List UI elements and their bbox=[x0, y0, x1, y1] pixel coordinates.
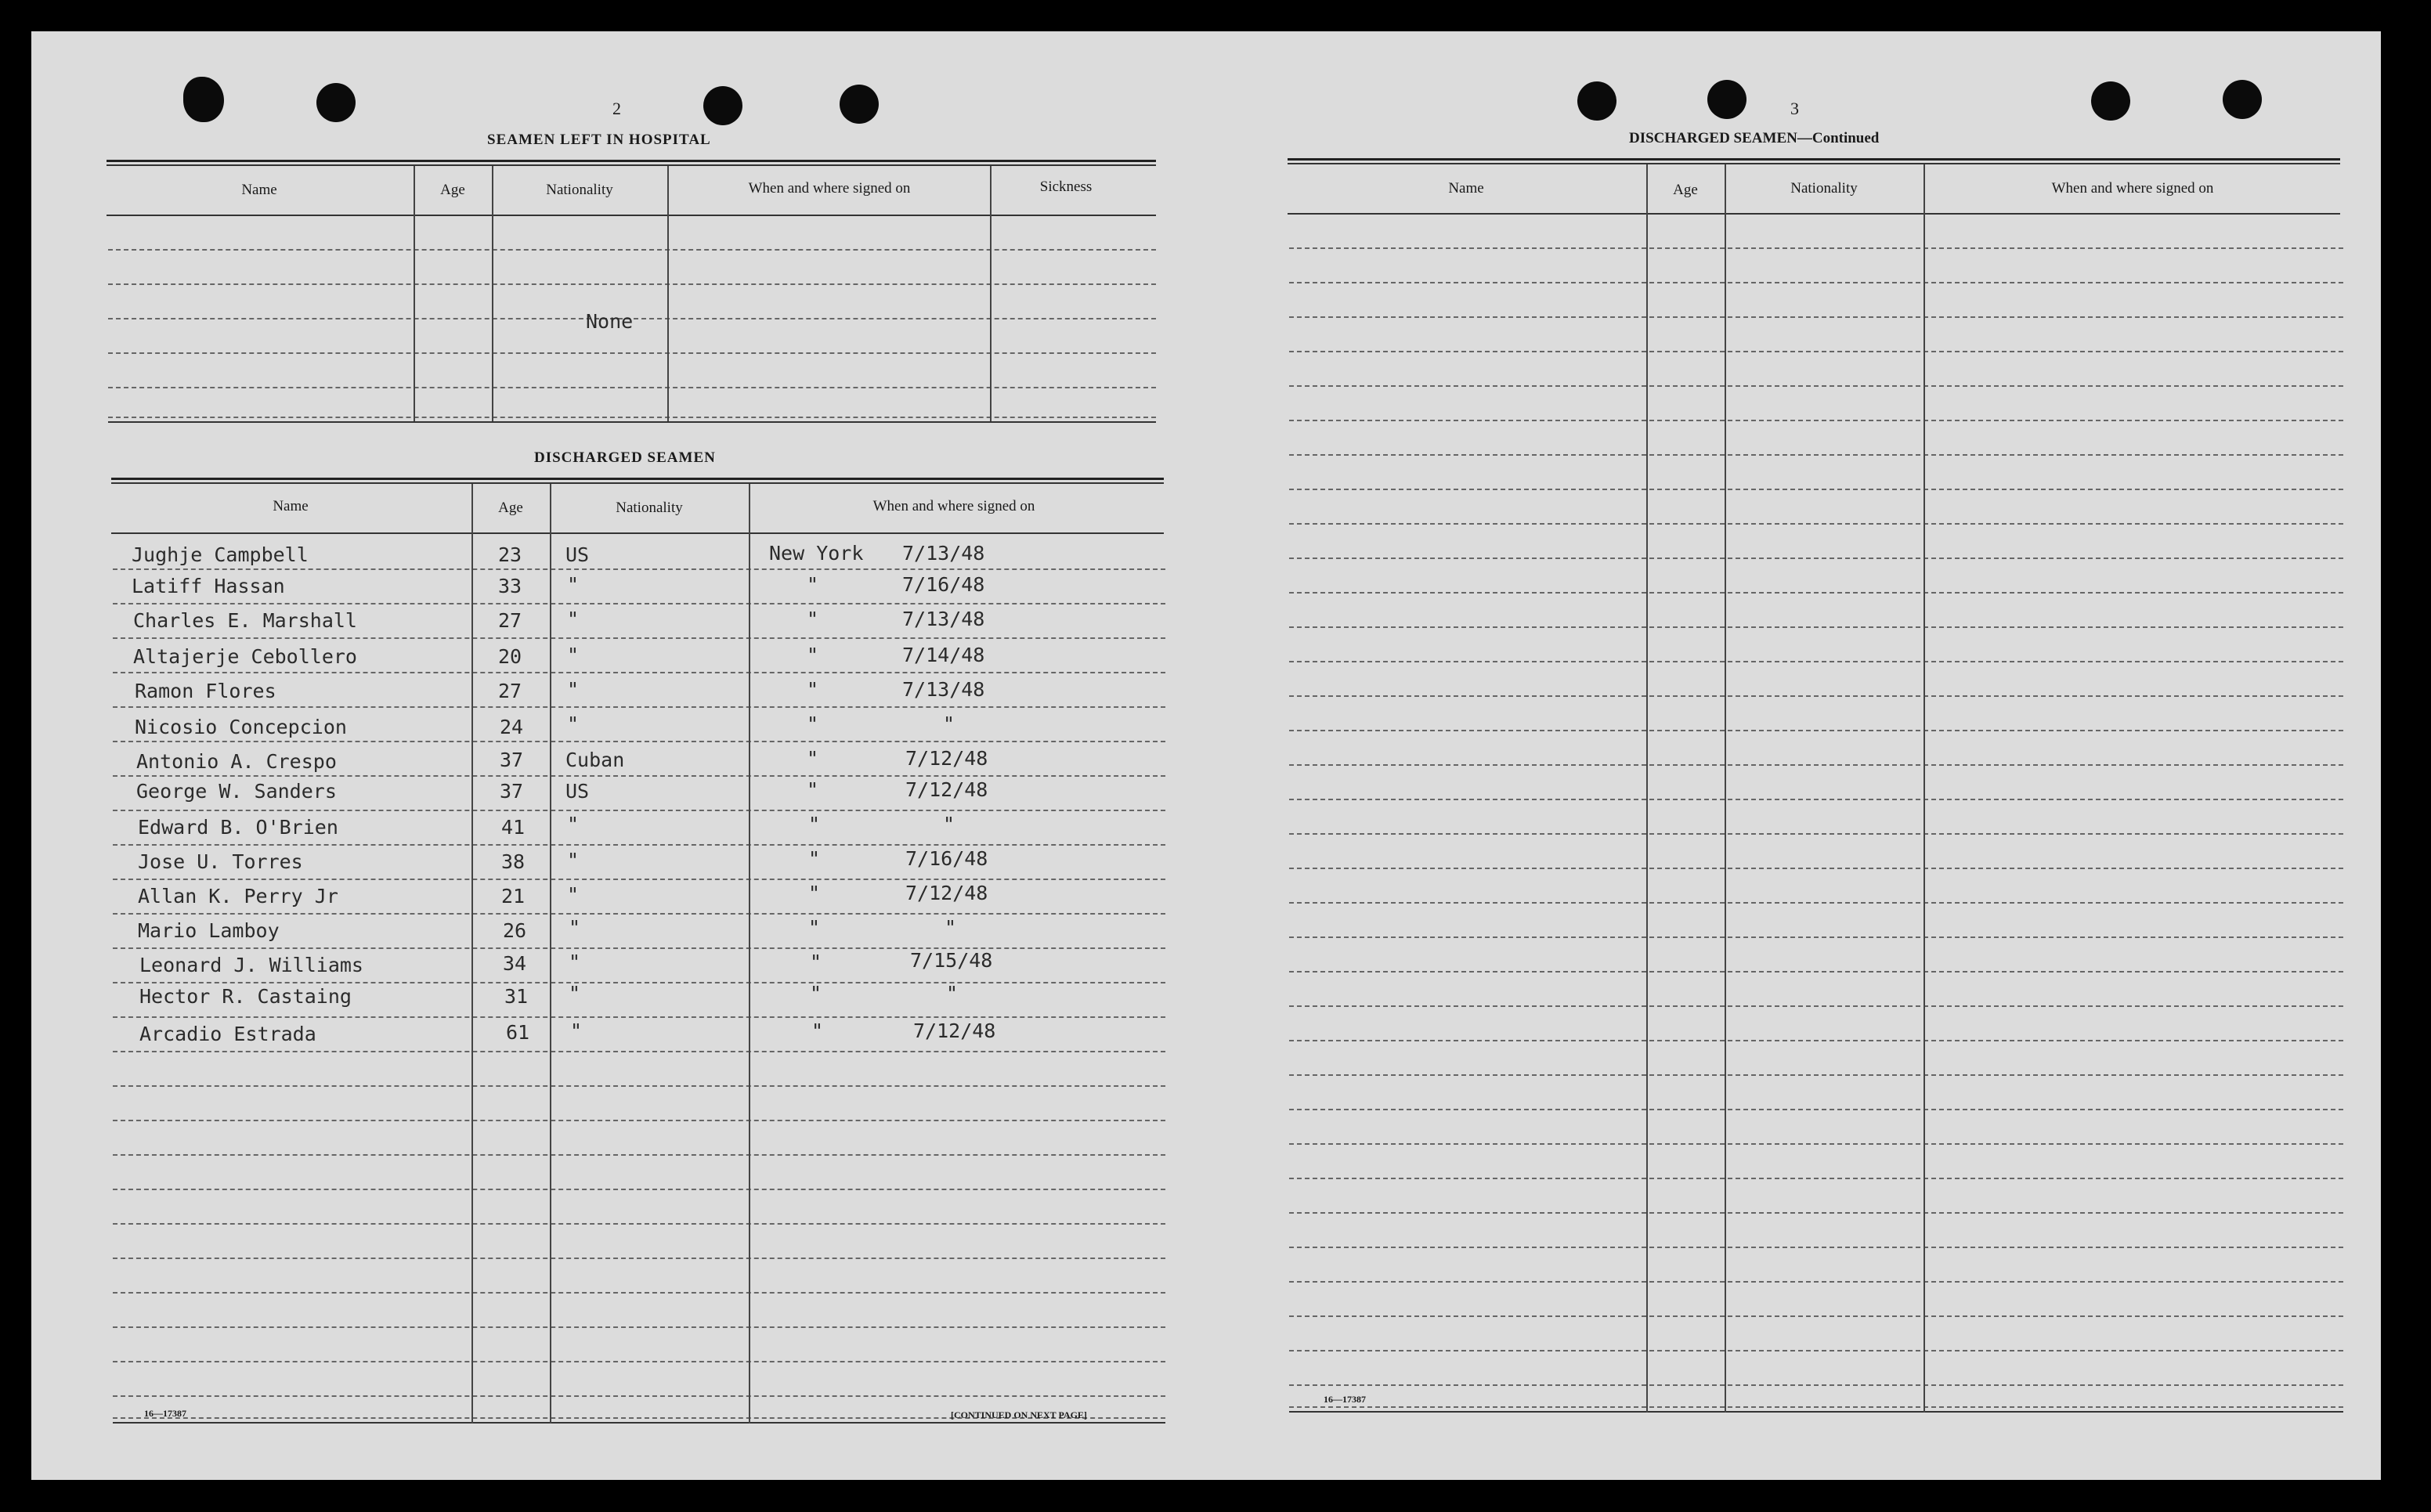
rule bbox=[113, 1258, 1165, 1259]
hospital-header-signed-on: When and where signed on bbox=[748, 180, 911, 197]
rule bbox=[1289, 1109, 2343, 1110]
hospital-none-entry: None bbox=[586, 310, 634, 333]
seaman-age: 33 bbox=[498, 575, 522, 597]
rule bbox=[113, 1016, 1165, 1018]
rule bbox=[113, 947, 1165, 949]
seaman-name: Jughje Campbell bbox=[132, 543, 309, 566]
seaman-age: 34 bbox=[503, 952, 527, 975]
col-divider bbox=[1646, 164, 1648, 1413]
seaman-age: 20 bbox=[498, 645, 522, 668]
rule bbox=[1289, 1247, 2343, 1248]
rule bbox=[108, 421, 1156, 423]
seaman-signed-place: " bbox=[808, 813, 821, 835]
seaman-nationality: " bbox=[567, 608, 580, 630]
seaman-nationality: " bbox=[567, 713, 580, 735]
rule bbox=[1289, 558, 2343, 559]
seaman-name: Latiff Hassan bbox=[132, 575, 285, 597]
rule bbox=[113, 1120, 1165, 1121]
rule bbox=[1289, 1406, 2343, 1408]
seaman-signed-date: 7/15/48 bbox=[910, 949, 993, 972]
page-number-right: 3 bbox=[1790, 99, 1799, 118]
seaman-name: George W. Sanders bbox=[136, 780, 337, 803]
hospital-header-nationality: Nationality bbox=[546, 182, 613, 198]
discharged-section-title: DISCHARGED SEAMEN bbox=[534, 449, 716, 466]
seaman-age: 27 bbox=[498, 609, 522, 632]
rule bbox=[113, 1085, 1165, 1087]
seaman-signed-place: " bbox=[807, 644, 819, 666]
rule bbox=[1289, 730, 2343, 731]
col-divider bbox=[1725, 164, 1726, 1413]
rule bbox=[113, 1051, 1165, 1052]
seaman-signed-date: 7/12/48 bbox=[905, 882, 988, 904]
seaman-signed-date: " bbox=[943, 713, 955, 735]
right-header-signed-on: When and where signed on bbox=[2051, 180, 2214, 197]
rule bbox=[113, 810, 1165, 811]
seaman-signed-place: " bbox=[807, 573, 819, 596]
rule bbox=[1289, 695, 2343, 697]
rule bbox=[113, 775, 1165, 777]
seaman-signed-place: " bbox=[808, 882, 821, 904]
rule bbox=[108, 283, 1156, 285]
col-divider bbox=[990, 166, 992, 421]
punch-hole bbox=[1707, 80, 1746, 119]
seaman-name: Ramon Flores bbox=[135, 680, 276, 702]
rule bbox=[108, 387, 1156, 388]
rule bbox=[1289, 1411, 2343, 1413]
rule bbox=[1289, 661, 2343, 662]
seaman-signed-date: 7/16/48 bbox=[905, 847, 988, 870]
page-number-left: 2 bbox=[612, 99, 621, 118]
rule bbox=[113, 982, 1165, 983]
seaman-name: Nicosio Concepcion bbox=[135, 716, 347, 738]
rule bbox=[113, 637, 1165, 639]
seaman-name: Antonio A. Crespo bbox=[136, 750, 337, 773]
rule bbox=[113, 672, 1165, 673]
seaman-nationality: Cuban bbox=[565, 749, 625, 771]
rule bbox=[1289, 316, 2343, 318]
punch-hole bbox=[2091, 81, 2130, 121]
rule bbox=[1289, 868, 2343, 869]
seaman-signed-date: 7/16/48 bbox=[902, 573, 985, 596]
rule bbox=[1289, 592, 2343, 594]
rule bbox=[113, 1223, 1165, 1225]
punch-hole bbox=[2223, 80, 2262, 119]
seaman-signed-date: 7/13/48 bbox=[902, 542, 985, 565]
seaman-name: Leonard J. Williams bbox=[139, 954, 363, 976]
rule bbox=[1289, 626, 2343, 628]
rule bbox=[111, 532, 1164, 534]
rule bbox=[113, 1189, 1165, 1190]
rule bbox=[1289, 1350, 2343, 1351]
rule bbox=[1289, 936, 2343, 938]
punch-hole bbox=[316, 83, 356, 122]
rule bbox=[113, 1326, 1165, 1328]
rule bbox=[111, 482, 1164, 484]
seaman-nationality: " bbox=[570, 1019, 583, 1042]
seaman-age: 21 bbox=[501, 885, 526, 908]
seaman-signed-place: " bbox=[807, 713, 819, 735]
rule bbox=[113, 913, 1165, 915]
seaman-signed-date: 7/12/48 bbox=[905, 778, 988, 801]
rule bbox=[1288, 158, 2340, 161]
punch-hole bbox=[1577, 81, 1616, 121]
discharged-header-age: Age bbox=[498, 500, 523, 516]
hospital-header-age: Age bbox=[440, 182, 465, 198]
seaman-signed-date: 7/12/48 bbox=[905, 747, 988, 770]
seaman-nationality: " bbox=[569, 916, 581, 939]
col-divider bbox=[471, 484, 473, 1424]
seaman-signed-place: " bbox=[807, 778, 819, 801]
seaman-name: Charles E. Marshall bbox=[133, 609, 357, 632]
seaman-signed-date: 7/13/48 bbox=[902, 608, 985, 630]
continued-note: [CONTINUED ON NEXT PAGE] bbox=[951, 1409, 1087, 1420]
seaman-signed-place: " bbox=[807, 747, 819, 770]
rule bbox=[1289, 764, 2343, 766]
rule bbox=[108, 249, 1156, 251]
seaman-name: Allan K. Perry Jr bbox=[138, 885, 338, 908]
hospital-header-sickness: Sickness bbox=[1039, 179, 1093, 195]
seaman-signed-date: " bbox=[943, 813, 955, 835]
discharged-header-name: Name bbox=[273, 498, 309, 514]
rule bbox=[113, 844, 1165, 846]
rule bbox=[111, 478, 1164, 480]
rule bbox=[1289, 799, 2343, 800]
rule bbox=[113, 706, 1165, 708]
col-divider bbox=[749, 484, 750, 1424]
seaman-nationality: US bbox=[565, 543, 590, 566]
seaman-signed-place: " bbox=[810, 982, 822, 1005]
punch-hole bbox=[183, 77, 224, 122]
rule bbox=[107, 215, 1156, 216]
seaman-nationality: " bbox=[569, 951, 581, 973]
discharged-header-signed-on: When and where signed on bbox=[872, 498, 1035, 514]
seaman-nationality: " bbox=[567, 678, 580, 701]
rule bbox=[1289, 385, 2343, 387]
discharged-continued-title bbox=[1629, 130, 1879, 147]
punch-hole bbox=[840, 85, 879, 124]
seaman-signed-place: " bbox=[807, 608, 819, 630]
seaman-nationality: " bbox=[567, 883, 580, 906]
discharged-continued-title-suffix: —Continued bbox=[1797, 130, 1880, 146]
col-divider bbox=[550, 484, 551, 1424]
hospital-section-title: SEAMEN LEFT IN HOSPITAL bbox=[487, 132, 711, 148]
col-divider bbox=[492, 166, 493, 421]
col-divider bbox=[1923, 164, 1925, 1413]
hospital-header-name: Name bbox=[241, 182, 277, 198]
rule bbox=[108, 352, 1156, 354]
seaman-name: Arcadio Estrada bbox=[139, 1023, 316, 1045]
form-number-right: 16—17387 bbox=[1324, 1394, 1366, 1405]
rule bbox=[113, 568, 1165, 570]
rule bbox=[107, 160, 1156, 162]
seaman-signed-place: " bbox=[808, 847, 821, 870]
rule bbox=[1289, 1143, 2343, 1145]
rule bbox=[113, 1154, 1165, 1156]
seaman-nationality: US bbox=[565, 780, 590, 803]
rule bbox=[1288, 213, 2340, 215]
rule bbox=[1289, 1040, 2343, 1041]
form-number-left: 16—17387 bbox=[144, 1408, 186, 1419]
seaman-nationality: " bbox=[567, 813, 580, 835]
rule bbox=[1289, 833, 2343, 835]
rule bbox=[113, 1292, 1165, 1294]
seaman-age: 31 bbox=[504, 985, 529, 1008]
seaman-nationality: " bbox=[567, 849, 580, 871]
seaman-signed-place: " bbox=[808, 916, 821, 939]
document-sheet bbox=[31, 31, 2381, 1480]
rule bbox=[113, 741, 1165, 742]
punch-hole bbox=[703, 86, 742, 125]
seaman-age: 37 bbox=[500, 749, 524, 771]
col-divider bbox=[414, 166, 415, 421]
rule bbox=[113, 1422, 1165, 1424]
discharged-continued-title-main: DISCHARGED SEAMEN bbox=[1629, 130, 1797, 146]
seaman-signed-date: 7/14/48 bbox=[902, 644, 985, 666]
seaman-name: Mario Lamboy bbox=[138, 919, 280, 942]
rule bbox=[113, 1361, 1165, 1362]
rule bbox=[1289, 1074, 2343, 1076]
rule bbox=[113, 1395, 1165, 1397]
seaman-name: Jose U. Torres bbox=[138, 850, 303, 873]
rule bbox=[1289, 282, 2343, 283]
seaman-name: Hector R. Castaing bbox=[139, 985, 352, 1008]
seaman-age: 61 bbox=[506, 1021, 530, 1044]
seaman-nationality: " bbox=[569, 982, 581, 1005]
rule bbox=[1289, 523, 2343, 525]
seaman-signed-date: " bbox=[945, 916, 957, 939]
rule bbox=[1289, 247, 2343, 249]
seaman-signed-date: 7/13/48 bbox=[902, 678, 985, 701]
seaman-age: 37 bbox=[500, 780, 524, 803]
seaman-age: 26 bbox=[503, 919, 527, 942]
right-header-age: Age bbox=[1673, 182, 1698, 198]
rule bbox=[1289, 1384, 2343, 1386]
rule bbox=[113, 603, 1165, 604]
rule bbox=[1289, 971, 2343, 973]
rule bbox=[1289, 1281, 2343, 1283]
rule bbox=[1289, 420, 2343, 421]
rule bbox=[1289, 454, 2343, 456]
seaman-signed-place: " bbox=[810, 951, 822, 973]
seaman-signed-place: " bbox=[807, 678, 819, 701]
right-header-name: Name bbox=[1448, 180, 1484, 197]
seaman-age: 23 bbox=[498, 543, 522, 566]
rule bbox=[1289, 351, 2343, 352]
seaman-age: 27 bbox=[498, 680, 522, 702]
discharged-header-nationality: Nationality bbox=[616, 500, 683, 516]
seaman-name: Edward B. O'Brien bbox=[138, 816, 338, 839]
rule bbox=[1289, 1178, 2343, 1179]
rule bbox=[1289, 1315, 2343, 1317]
rule bbox=[107, 164, 1156, 166]
seaman-age: 41 bbox=[501, 816, 526, 839]
seaman-signed-date: " bbox=[946, 982, 959, 1005]
rule bbox=[113, 879, 1165, 880]
seaman-nationality: " bbox=[567, 573, 580, 596]
rule bbox=[1289, 902, 2343, 904]
rule bbox=[1289, 489, 2343, 490]
seaman-nationality: " bbox=[567, 644, 580, 666]
rule bbox=[1288, 163, 2340, 164]
rule bbox=[108, 417, 1156, 418]
rule bbox=[1289, 1005, 2343, 1007]
seaman-signed-place: " bbox=[811, 1019, 824, 1042]
seaman-age: 24 bbox=[500, 716, 524, 738]
col-divider bbox=[667, 166, 669, 421]
right-header-nationality: Nationality bbox=[1790, 180, 1858, 197]
seaman-name: Altajerje Cebollero bbox=[133, 645, 357, 668]
seaman-signed-date: 7/12/48 bbox=[913, 1019, 996, 1042]
seaman-age: 38 bbox=[501, 850, 526, 873]
rule bbox=[1289, 1212, 2343, 1214]
seaman-signed-place: New York bbox=[769, 542, 864, 565]
